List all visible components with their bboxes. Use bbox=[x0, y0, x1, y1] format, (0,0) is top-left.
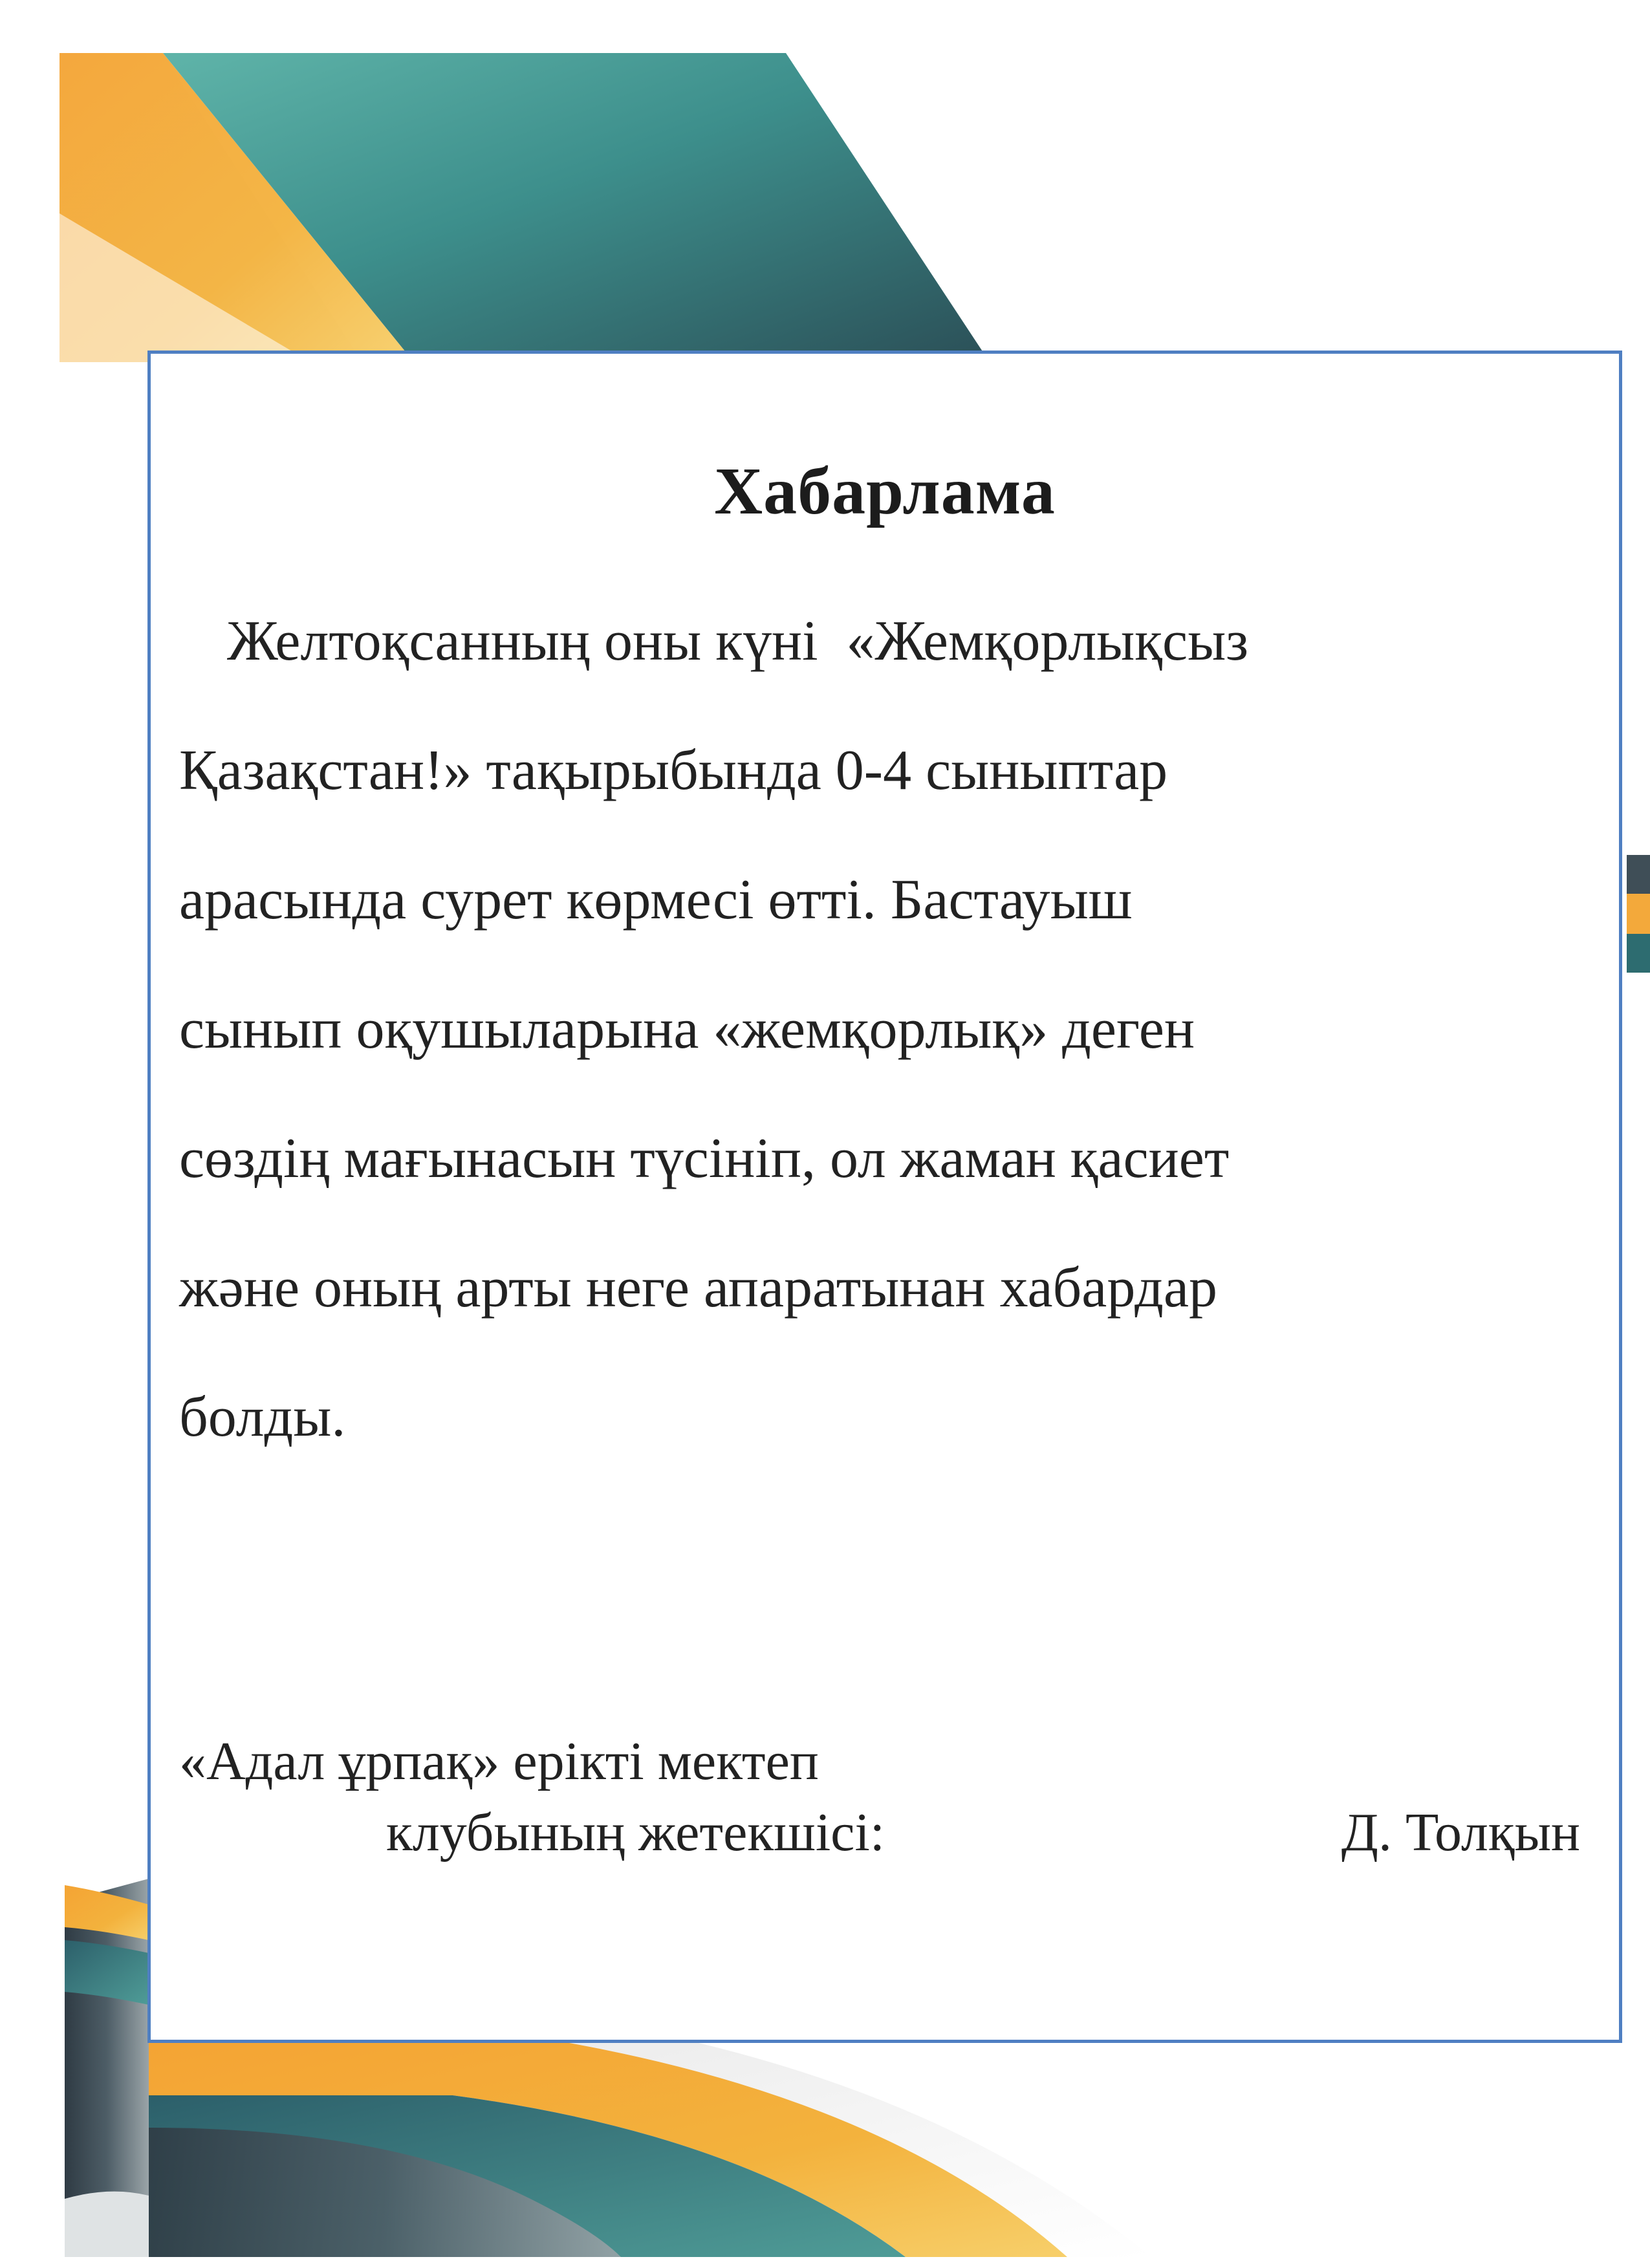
notice-body bbox=[179, 577, 1593, 1482]
signature-organization: «Адал ұрпақ» ерікті мектеп bbox=[179, 1731, 819, 1791]
body-line: сынып оқушыларына «жемқорлық» деген bbox=[179, 998, 1195, 1061]
signature-line bbox=[179, 1797, 1580, 1868]
body-line: Қазақстан!» тақырыбында 0-4 сыныптар bbox=[179, 739, 1168, 802]
body-line: және оның арты неге апаратынан хабардар bbox=[179, 1257, 1218, 1319]
body-line: Желтоқсанның оны күні «Жемқорлықсыз bbox=[227, 610, 1248, 673]
notice-title: Хабарлама bbox=[714, 454, 1056, 528]
body-line: арасында сурет көрмесі өтті. Бастауыш bbox=[179, 869, 1133, 931]
top-left-decoration bbox=[60, 53, 990, 362]
signature-block bbox=[179, 1726, 1580, 1868]
notice-frame bbox=[147, 351, 1622, 2043]
right-edge-decoration bbox=[1627, 855, 1650, 1076]
signature-name: Д. Толқын bbox=[1341, 1802, 1580, 1863]
body-line: болды. bbox=[179, 1386, 346, 1449]
body-line: сөздің мағынасын түсініп, ол жаман қасиет bbox=[179, 1127, 1230, 1190]
signature-role: клубының жетекшісі: bbox=[386, 1802, 885, 1863]
